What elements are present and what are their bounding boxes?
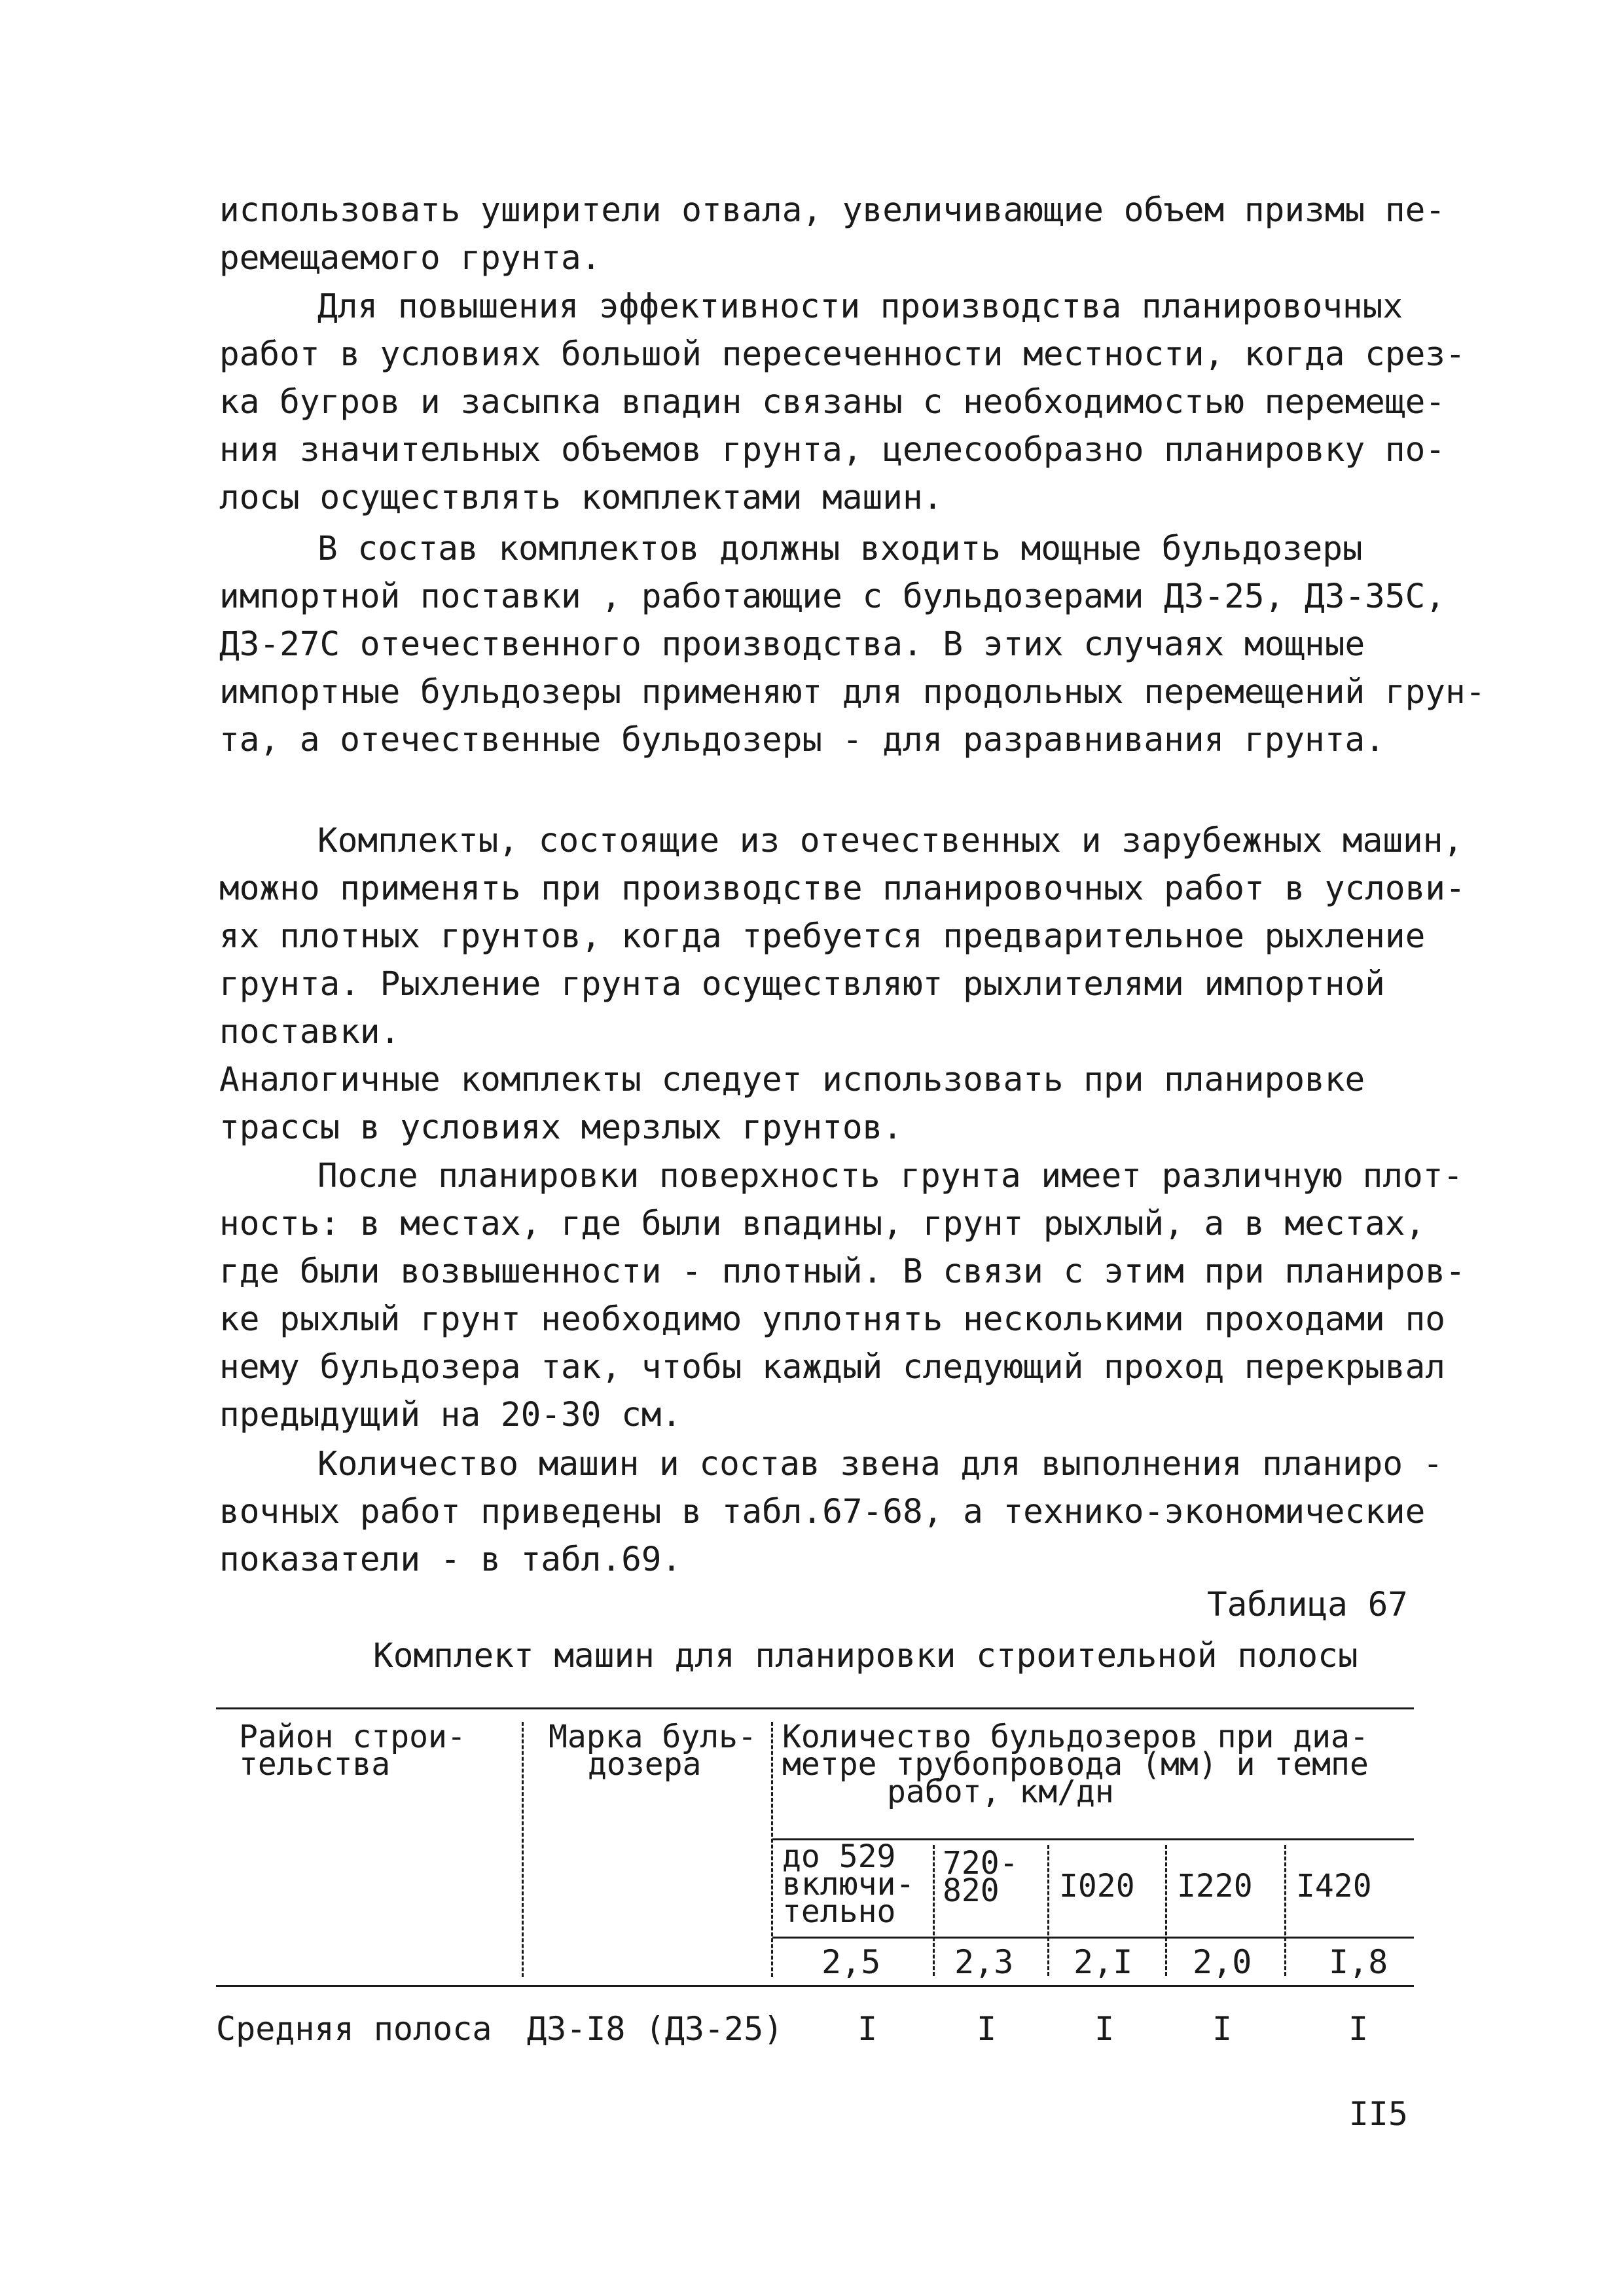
text-line: ке рыхлый грунт необходимо уплотнять несколькими проходами по xyxy=(219,1300,1445,1339)
table-cell-value: I xyxy=(857,2010,878,2048)
header-text: I020 xyxy=(1059,1868,1135,1904)
header-diameter-5 xyxy=(1296,1868,1372,1904)
header-diameter-2 xyxy=(943,1845,1019,1909)
text-line: та, а отечественные бульдозеры - для разравнивания грунта. xyxy=(219,721,1385,759)
paragraph-6 xyxy=(219,1152,1466,1439)
tempo-value: 2,5 xyxy=(821,1943,881,1981)
paragraph-7 xyxy=(219,1440,1443,1584)
header-text: включи- xyxy=(782,1866,915,1903)
header-text: до 529 xyxy=(782,1838,896,1875)
tempo-value: 2,I xyxy=(1074,1943,1133,1981)
header-text: метре трубопровода (мм) и темпе xyxy=(782,1746,1369,1783)
table-col-separator xyxy=(522,1722,524,1977)
table-cell-value: I xyxy=(977,2010,997,2048)
header-text: работ, км/дн xyxy=(887,1774,1114,1810)
text-line: трассы в условиях мерзлых грунтов. xyxy=(219,1108,903,1147)
paragraph-1 xyxy=(219,187,1445,282)
text-line: вочных работ приведены в табл.67-68, а технико-экономические xyxy=(219,1493,1426,1531)
header-quantity xyxy=(782,1719,1369,1810)
header-text: I420 xyxy=(1296,1868,1372,1904)
table-label: Таблица 67 xyxy=(1206,1586,1408,1624)
header-diameter-1 xyxy=(782,1838,915,1930)
text-line: В состав комплектов должны входить мощные бульдозеры xyxy=(317,530,1363,568)
paragraph-2 xyxy=(219,283,1466,522)
paragraph-3 xyxy=(219,525,1486,764)
text-line: поставки. xyxy=(219,1013,401,1051)
table-col-separator xyxy=(771,1722,773,1977)
table-cell-value: I xyxy=(1212,2010,1233,2048)
table-top-rule xyxy=(216,1707,1414,1709)
text-line: Количество машин и состав звена для выполнения планиро - xyxy=(317,1445,1443,1484)
text-line: грунта. Рыхление грунта осуществляют рыхлителями импортной xyxy=(219,965,1385,1004)
text-line: нему бульдозера так, чтобы каждый следующий проход перекрывал xyxy=(219,1348,1445,1387)
text-line: лосы осуществлять комплектами машин. xyxy=(219,479,943,517)
text-line: импортные бульдозеры применяют для продольных перемещений грун- xyxy=(219,673,1486,712)
text-line: Комплекты, состоящие из отечественных и зарубежных машин, xyxy=(317,822,1464,860)
table-cell-brand: ДЗ-I8 (ДЗ-25) xyxy=(527,2010,784,2048)
table-col-separator xyxy=(1047,1845,1049,1976)
tempo-value: 2,0 xyxy=(1193,1943,1252,1981)
page-number: II5 xyxy=(1348,2095,1408,2133)
text-line: предыдущий на 20-30 см. xyxy=(219,1396,682,1434)
header-diameter-3 xyxy=(1059,1868,1135,1904)
header-text: I220 xyxy=(1177,1868,1253,1904)
text-line: где были возвышенности - плотный. В связи с этим при планиров- xyxy=(219,1252,1466,1291)
text-line: показатели - в табл.69. xyxy=(219,1540,682,1579)
text-line: ДЗ-27С отечественного производства. В этих случаях мощные xyxy=(219,625,1365,664)
text-line: Для повышения эффективности производства планировочных xyxy=(317,287,1403,326)
header-text: Количество бульдозеров при диа- xyxy=(782,1719,1369,1755)
table-cell-region: Средняя полоса xyxy=(216,2010,492,2048)
table-diameter-rule xyxy=(772,1937,1414,1939)
table-col-separator xyxy=(1165,1845,1167,1976)
text-line: импортной поставки , работающие с бульдозерами ДЗ-25, ДЗ-35С, xyxy=(219,577,1445,616)
tempo-value: I,8 xyxy=(1329,1943,1388,1981)
table-header-bottom-rule xyxy=(216,1985,1414,1987)
text-line: ремещаемого грунта. xyxy=(219,239,602,278)
header-text: 820 xyxy=(943,1872,1000,1909)
text-line: ния значительных объемов грунта, целесообразно планировку по- xyxy=(219,431,1445,469)
header-region xyxy=(239,1719,466,1783)
text-line: ность: в местах, где были впадины, грунт рыхлый, а в местах, xyxy=(219,1205,1426,1243)
header-brand xyxy=(549,1719,757,1783)
text-line: После планировки поверхность грунта имеет различную плот- xyxy=(317,1157,1464,1195)
header-text: тельства xyxy=(239,1746,391,1783)
table-col-separator xyxy=(933,1845,935,1976)
text-line: можно применять при производстве планировочных работ в услови- xyxy=(219,869,1466,908)
paragraph-4 xyxy=(219,817,1466,1056)
header-text: 720- xyxy=(943,1845,1019,1882)
header-text: Марка буль- xyxy=(549,1719,757,1755)
text-line: Аналогичные комплекты следует использовать при планировке xyxy=(219,1061,1365,1099)
header-text: дозера xyxy=(588,1746,702,1783)
table-cell-value: I xyxy=(1094,2010,1115,2048)
text-line: работ в условиях большой пересеченности местности, когда срез- xyxy=(219,335,1466,374)
header-text: тельно xyxy=(782,1893,896,1930)
tempo-value: 2,3 xyxy=(954,1943,1014,1981)
table-col-separator xyxy=(1284,1845,1286,1976)
text-line: использовать уширители отвала, увеличивающие объем призмы пе- xyxy=(219,191,1445,230)
table-title: Комплект машин для планировки строительной полосы xyxy=(373,1637,1358,1675)
text-line: ка бугров и засыпка впадин связаны с необходимостью перемеще- xyxy=(219,383,1445,422)
table-cell-value: I xyxy=(1348,2010,1369,2048)
header-diameter-4 xyxy=(1177,1868,1253,1904)
header-text: Район строи- xyxy=(239,1719,466,1755)
paragraph-5 xyxy=(219,1056,1417,1152)
text-line: ях плотных грунтов, когда требуется предварительное рыхление xyxy=(219,917,1426,956)
